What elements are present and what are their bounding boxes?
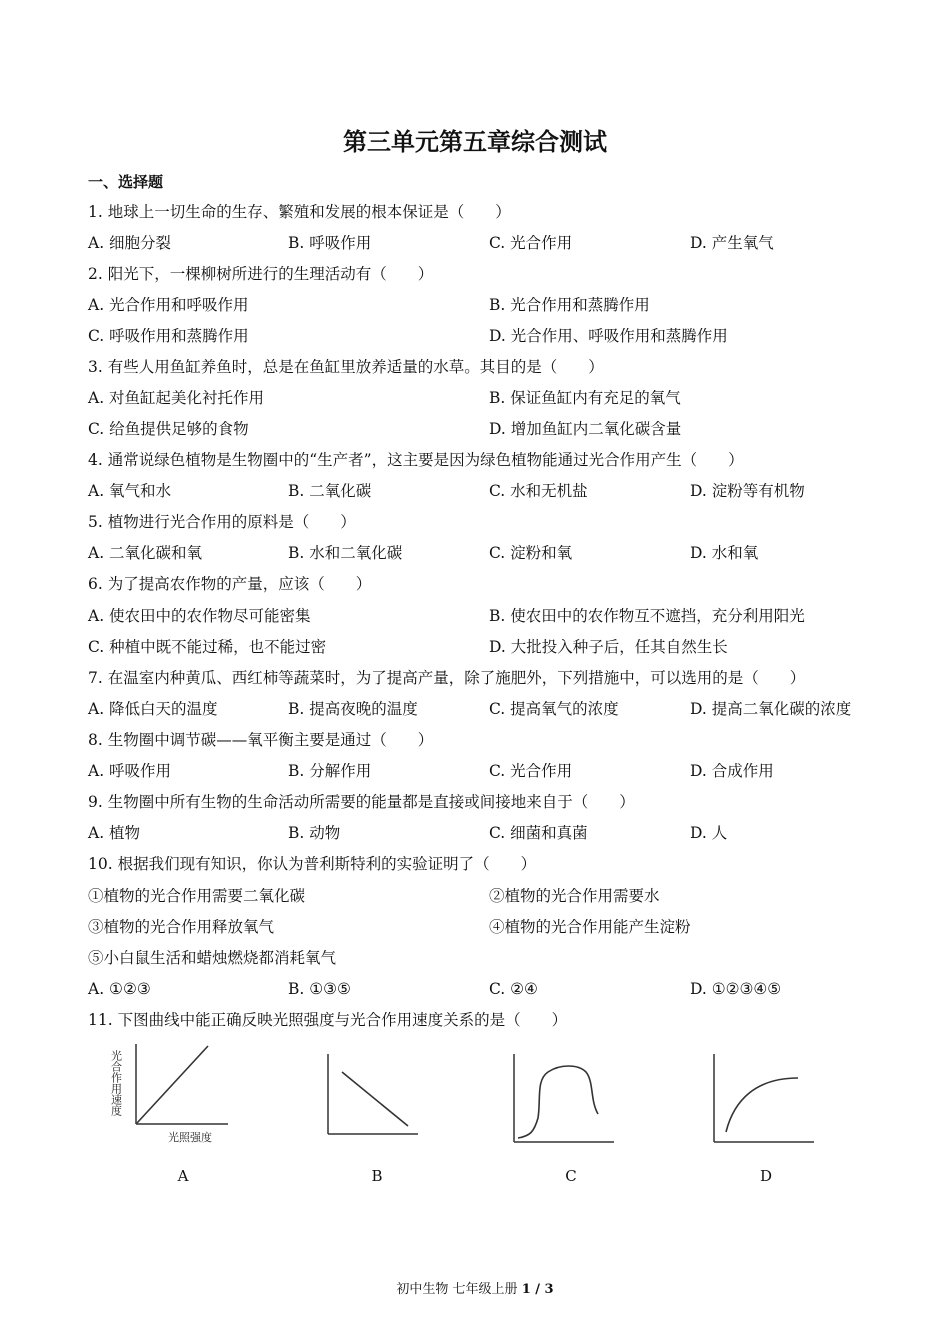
- q7-option-b: B. 提高夜晚的温度: [288, 700, 418, 718]
- question-8: 8. 生物圈中调节碳——氧平衡主要是通过（ ）: [88, 731, 434, 749]
- q5-option-a: A. 二氧化碳和氧: [88, 544, 203, 562]
- page-footer: [0, 1278, 950, 1297]
- q9-option-d: D. 人: [690, 824, 728, 842]
- q3-option-a: A. 对鱼缸起美化衬托作用: [88, 389, 265, 407]
- section-heading: 一、选择题: [88, 173, 164, 191]
- graph-b: [320, 1040, 420, 1158]
- q9-option-a: A. 植物: [88, 824, 141, 842]
- q2-option-c: C. 呼吸作用和蒸腾作用: [88, 327, 249, 345]
- graph-d: [706, 1040, 816, 1158]
- question-1: 1. 地球上一切生命的生存、繁殖和发展的根本保证是（ ）: [88, 203, 511, 221]
- page-number: 1 / 3: [521, 1282, 554, 1297]
- q10-option-a: A. ①②③: [88, 980, 151, 998]
- graph-label-d: D: [759, 1167, 773, 1185]
- q7-option-a: A. 降低白天的温度: [88, 700, 218, 718]
- graph-a-xlabel: 光照强度: [168, 1131, 212, 1144]
- question-5: 5. 植物进行光合作用的原料是（ ）: [88, 513, 356, 531]
- q7-option-c: C. 提高氧气的浓度: [489, 700, 619, 718]
- q4-option-c: C. 水和无机盐: [489, 482, 588, 500]
- question-3: 3. 有些人用鱼缸养鱼时，总是在鱼缸里放养适量的水草。其目的是（ ）: [88, 358, 604, 376]
- graph-label-c: C: [565, 1167, 577, 1185]
- q3-option-c: C. 给鱼提供足够的食物: [88, 420, 249, 438]
- q5-option-b: B. 水和二氧化碳: [288, 544, 403, 562]
- question-10: 10. 根据我们现有知识，你认为普利斯特利的实验证明了（ ）: [88, 855, 537, 873]
- question-7: 7. 在温室内种黄瓜、西红柿等蔬菜时，为了提高产量，除了施肥外，下列措施中，可以选用的是（ ）: [88, 669, 806, 687]
- q3-option-d: D. 增加鱼缸内二氧化碳含量: [489, 420, 682, 438]
- question-11: 11. 下图曲线中能正确反映光照强度与光合作用速度关系的是（ ）: [88, 1011, 568, 1029]
- q6-option-a: A. 使农田中的农作物尽可能密集: [88, 607, 311, 625]
- graph-a-ylabel: 光合作用速度: [110, 1050, 123, 1116]
- q4-option-a: A. 氧气和水: [88, 482, 172, 500]
- question-9: 9. 生物圈中所有生物的生命活动所需要的能量都是直接或间接地来自于（ ）: [88, 793, 635, 811]
- q10-statement-4: ④植物的光合作用能产生淀粉: [489, 918, 691, 936]
- q10-statement-1: ①植物的光合作用需要二氧化碳: [88, 887, 306, 905]
- q8-option-c: C. 光合作用: [489, 762, 573, 780]
- q7-option-d: D. 提高二氧化碳的浓度: [690, 700, 852, 718]
- q3-option-b: B. 保证鱼缸内有充足的氧气: [489, 389, 681, 407]
- q5-option-c: C. 淀粉和氧: [489, 544, 573, 562]
- q9-option-b: B. 动物: [288, 824, 341, 842]
- q6-option-c: C. 种植中既不能过稀，也不能过密: [88, 638, 327, 656]
- q8-option-b: B. 分解作用: [288, 762, 372, 780]
- q10-option-b: B. ①③⑤: [288, 980, 351, 998]
- q9-option-c: C. 细菌和真菌: [489, 824, 588, 842]
- question-6: 6. 为了提高农作物的产量，应该（ ）: [88, 575, 372, 593]
- q4-option-d: D. 淀粉等有机物: [690, 482, 805, 500]
- q10-option-c: C. ②④: [489, 980, 538, 998]
- q5-option-d: D. 水和氧: [690, 544, 759, 562]
- graph-a: [110, 1040, 230, 1158]
- q10-statement-5: ⑤小白鼠生活和蜡烛燃烧都消耗氧气: [88, 949, 337, 967]
- q6-option-b: B. 使农田中的农作物互不遮挡，充分利用阳光: [489, 607, 805, 625]
- q10-statement-3: ③植物的光合作用释放氧气: [88, 918, 275, 936]
- question-2: 2. 阳光下，一棵柳树所进行的生理活动有（ ）: [88, 265, 434, 283]
- q2-option-b: B. 光合作用和蒸腾作用: [489, 296, 650, 314]
- q8-option-d: D. 合成作用: [690, 762, 774, 780]
- graph-label-b: B: [371, 1167, 383, 1185]
- question-4: 4. 通常说绿色植物是生物圈中的“生产者”，这主要是因为绿色植物能通过光合作用产生（ ）: [88, 451, 744, 469]
- footer-text: 初中生物 七年级上册: [396, 1282, 522, 1297]
- q2-option-d: D. 光合作用、呼吸作用和蒸腾作用: [489, 327, 728, 345]
- q1-option-c: C. 光合作用: [489, 234, 573, 252]
- q1-option-d: D. 产生氧气: [690, 234, 774, 252]
- q1-option-a: A. 细胞分裂: [88, 234, 172, 252]
- q1-option-b: B. 呼吸作用: [288, 234, 372, 252]
- graph-c: [508, 1040, 618, 1158]
- q6-option-d: D. 大批投入种子后，任其自然生长: [489, 638, 728, 656]
- q10-statement-2: ②植物的光合作用需要水: [489, 887, 660, 905]
- page-title: 第三单元第五章综合测试: [343, 128, 607, 156]
- q10-option-d: D. ①②③④⑤: [690, 980, 782, 998]
- graph-label-a: A: [177, 1167, 189, 1185]
- q8-option-a: A. 呼吸作用: [88, 762, 172, 780]
- q2-option-a: A. 光合作用和呼吸作用: [88, 296, 249, 314]
- q4-option-b: B. 二氧化碳: [288, 482, 372, 500]
